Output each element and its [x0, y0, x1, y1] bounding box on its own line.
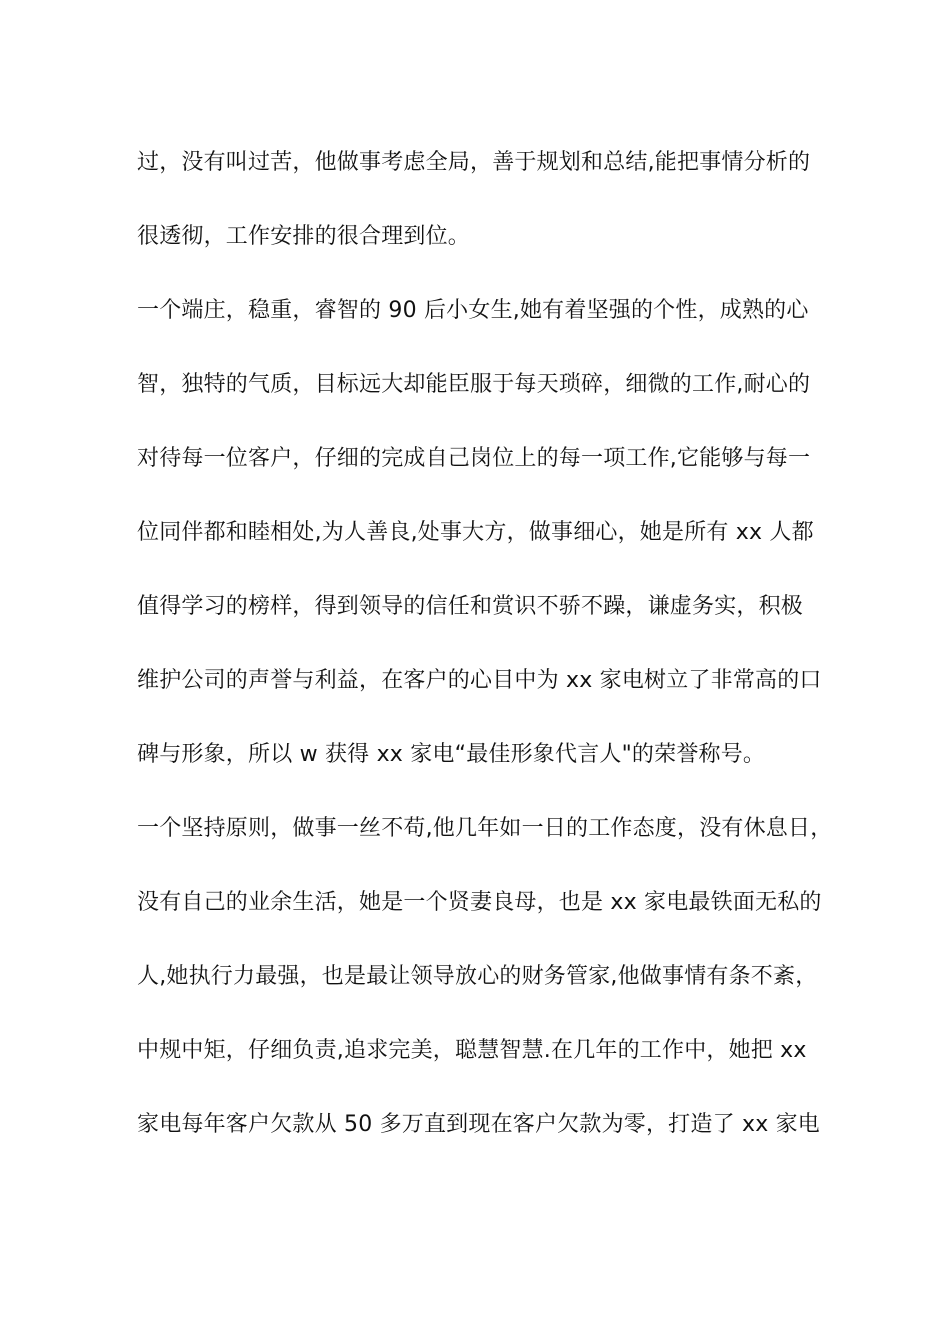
text-line: 中规中矩，仔细负责,追求完美，聪慧智慧.在几年的工作中，她把 xx [137, 1038, 807, 1063]
text-line: 人,她执行力最强，也是最让领导放心的财务管家,他做事情有条不紊， [137, 964, 818, 989]
text-line: 值得学习的榜样，得到领导的信任和赏识不骄不躁，谦虚务实，积极 [137, 594, 804, 619]
text-line: 家电每年客户欠款从 50 多万直到现在客户欠款为零，打造了 xx 家电 [137, 1112, 821, 1137]
text-line: 过，没有叫过苦，他做事考虑全局，善于规划和总结,能把事情分析的 [137, 150, 811, 175]
text-line: 智，独特的气质，目标远大却能臣服于每天琐碎，细微的工作,耐心的 [137, 372, 811, 397]
text-line: 对待每一位客户，仔细的完成自己岗位上的每一项工作,它能够与每一 [137, 446, 811, 471]
text-line: 没有自己的业余生活，她是一个贤妻良母，也是 xx 家电最铁面无私的 [137, 890, 822, 915]
text-line: 维护公司的声誉与利益，在客户的心目中为 xx 家电树立了非常高的口 [137, 668, 822, 693]
text-line: 一个端庄，稳重，睿智的 90 后小女生,她有着坚强的个性，成熟的心 [137, 298, 809, 323]
text-line: 一个坚持原则，做事一丝不苟,他几年如一日的工作态度，没有休息日， [137, 816, 833, 841]
text-line: 位同伴都和睦相处,为人善良,处事大方，做事细心，她是所有 xx 人都 [137, 520, 814, 545]
text-line: 很透彻，工作安排的很合理到位。 [137, 224, 471, 249]
text-line: 碑与形象，所以 w 获得 xx 家电“最佳形象代言人"的荣誉称号。 [137, 742, 766, 767]
